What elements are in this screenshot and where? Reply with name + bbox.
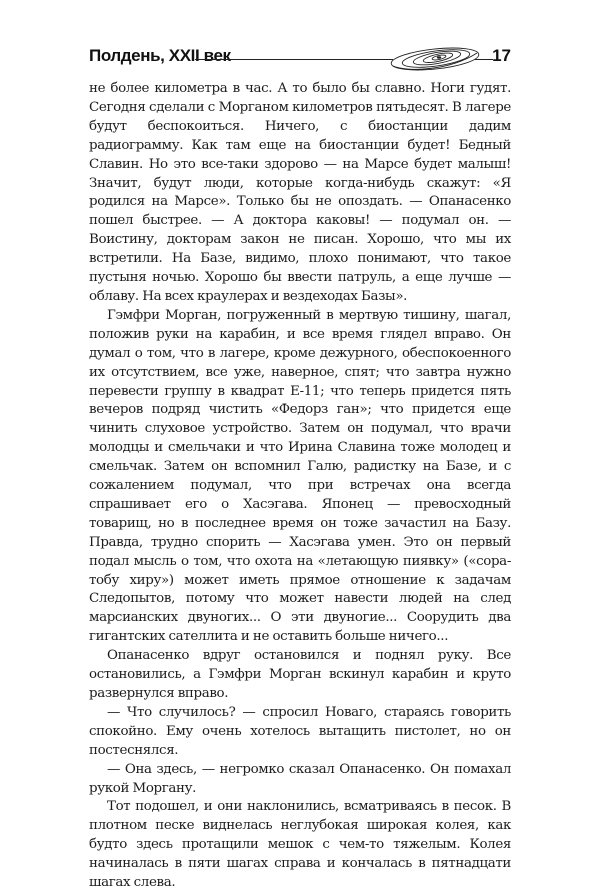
paragraph: Тот подошел, и они наклонились, всматриваясь в песок. В плотном песке виднелась неглубокая широкая колея, как будто здесь протащили мешок с чем-то тяжелым. Колея начиналась в пяти шагах справа и кончалась в пятнадцати шагах слева. [89, 799, 511, 891]
header-rule-right [475, 59, 493, 60]
paragraph: Опанасенко вдруг остановился и поднял руку. Все остановились, а Гэмфри Морган вскинул карабин и круто развернулся вправо. [89, 648, 511, 701]
page-number: 17 [492, 46, 511, 65]
page-header [89, 44, 511, 74]
header-rule-left [195, 59, 393, 60]
running-title: Полдень, XXII век [89, 46, 231, 65]
body-text [89, 80, 511, 893]
paragraph: Гэмфри Морган, погруженный в мертвую тишину, шагал, положив руки на карабин, и все время глядел вправо. Он думал о том, что в лагере, кроме дежурного, обеспокоенного их отсутствием, все уже, наверное, спят; что завтра нужно перевести группу в квадрат Е-11; что теперь придется пять вечеров подряд чистить «Федорз ган»; что придется еще чинить слуховое устройство. Затем он подумал, что врачи молодцы и смельчаки и что Ирина Славина тоже молодец и смельчак. Затем он вспомнил Галю, радистку на Базе, и с сожалением подумал, что при встречах она всегда спрашивает его о Хасэгава. Японец — превосходный товарищ, но в последнее время он тоже зачастил на Базу. Правда, трудно спорить — Хасэгава умен. Это он первый подал мысль о том, что охота на «летающую пиявку» («сора-тобу хиру») может иметь прямое отношение к задачам Следопытов, потому что может навести людей на след марсианских двуногих... О эти двуногие... Соорудить два гигантских сателлита и не оставить больше ничего... [89, 307, 511, 645]
spiral-galaxy-icon [387, 44, 483, 74]
paragraph: — Что случилось? — спросил Новаго, стараясь говорить спокойно. Ему очень хотелось вытащить пистолет, но он постеснялся. [89, 704, 511, 758]
paragraph: — Она здесь, — негромко сказал Опанасенко. Он помахал рукой Моргану. [89, 761, 511, 796]
paragraph: не более километра в час. А то было бы славно. Ноги гудят. Сегодня сделали с Морганом километров пятьдесят. В лагере будут беспокоиться. Ничего, с биостанции дадим радиограмму. Как там еще на биостанции будет! Бедный Славин. Но это все-таки здорово — на Марсе будет малыш! Значит, будут люди, которые когда-нибудь скажут: «Я родился на Марсе». Только бы не опоздать. — Опанасенко пошел быстрее. — А доктора каковы! — подумал он. — Воистину, докторам закон не писан. Хорошо, что мы их встретили. На Базе, видимо, плохо понимают, что такое пустыня ночью. Хорошо бы ввести патруль, а еще лучше — облаву. На всех краулерах и вездеходах Базы». [89, 81, 511, 304]
